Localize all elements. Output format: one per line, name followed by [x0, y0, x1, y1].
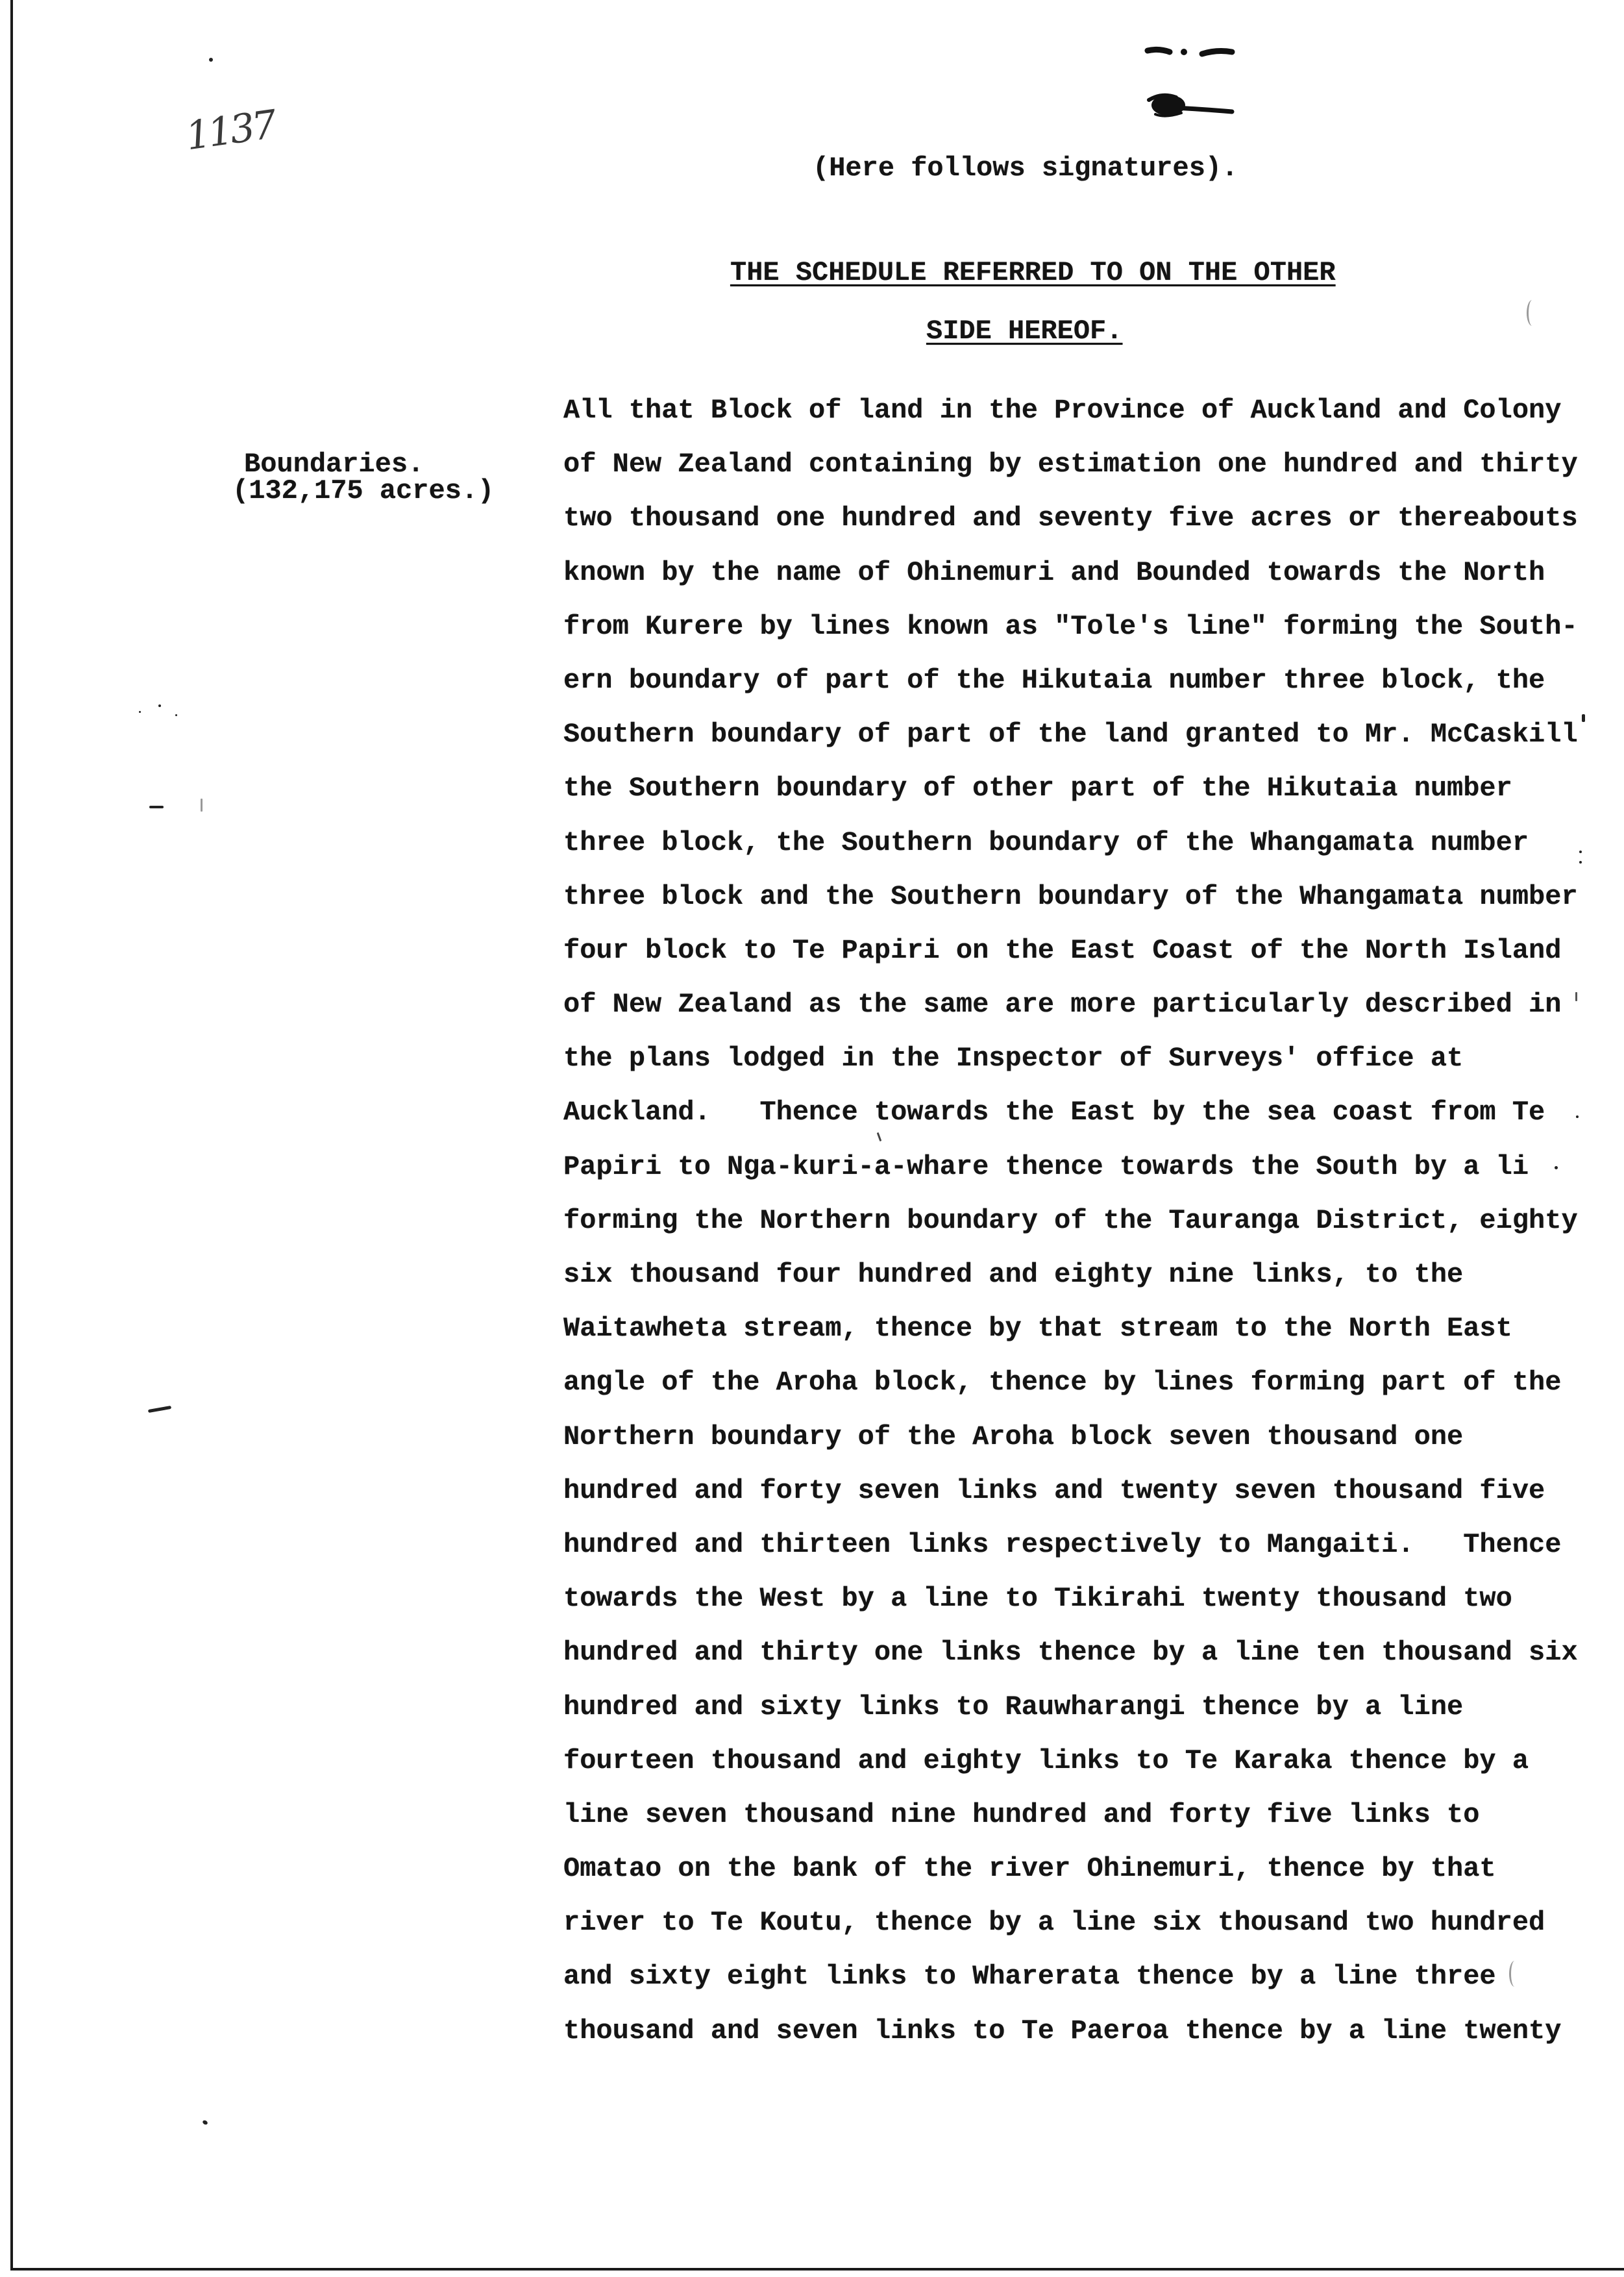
body-line: three block and the Southern boundary of the Whangamata number — [563, 880, 1578, 912]
scan-speck — [1579, 861, 1582, 864]
body-line: towards the West by a line to Tikirahi twenty thousand two — [563, 1583, 1512, 1615]
scan-speck — [1582, 714, 1585, 722]
body-line: fourteen thousand and eighty links to Te Karaka thence by a — [563, 1745, 1529, 1776]
body-line: Waitawheta stream, thence by that stream to the North East — [563, 1313, 1512, 1345]
scan-speck — [1579, 851, 1582, 853]
margin-note-area: (132,175 acres.) — [232, 475, 495, 506]
body-line: Northern boundary of the Aroha block seven thousand one — [563, 1421, 1464, 1452]
body-line: Auckland. Thence towards the East by the sea coast from Te — [563, 1097, 1545, 1128]
scan-speck — [201, 799, 203, 812]
body-line: and sixty eight links to Wharerata thence by a line three — [563, 1961, 1496, 1993]
scan-speck — [1527, 300, 1538, 326]
schedule-heading-line-2: SIDE HEREOF. — [926, 316, 1123, 347]
handwritten-page-number: 1137 — [183, 101, 278, 160]
scan-speck — [1509, 1961, 1520, 1987]
body-line: hundred and thirty one links thence by a line ten thousand six — [563, 1637, 1578, 1669]
signature-scribble — [1129, 32, 1259, 130]
scan-speck — [149, 806, 164, 808]
body-line: the Southern boundary of other part of the Hikutaia number — [563, 773, 1512, 804]
body-line: hundred and thirteen links respectively to Mangaiti. Thence — [563, 1528, 1562, 1560]
body-line: Southern boundary of part of the land granted to Mr. McCaskill — [563, 719, 1578, 751]
schedule-body-text — [563, 384, 1602, 2058]
body-line: the plans lodged in the Inspector of Surveys' office at — [563, 1043, 1464, 1075]
body-line: Omatao on the bank of the river Ohinemuri, thence by that — [563, 1853, 1496, 1885]
body-line: three block, the Southern boundary of the Whangamata number — [563, 827, 1529, 858]
scan-speck — [209, 58, 213, 62]
body-line: thousand and seven links to Te Paeroa thence by a line twenty — [563, 2015, 1562, 2047]
body-line: of New Zealand containing by estimation one hundred and thirty — [563, 449, 1578, 480]
body-line: two thousand one hundred and seventy five acres or thereabouts — [563, 503, 1578, 534]
body-line: Papiri to Nga-kuri-a-whare thence towards the South by a li — [563, 1151, 1529, 1182]
scan-speck — [1575, 992, 1577, 1001]
body-line: ern boundary of part of the Hikutaia number three block, the — [563, 664, 1545, 696]
scan-speck — [1576, 1115, 1579, 1118]
body-line: angle of the Aroha block, thence by lines forming part of the — [563, 1367, 1562, 1399]
scan-speck — [148, 1406, 171, 1413]
scan-speck — [202, 2119, 208, 2125]
body-line: line seven thousand nine hundred and forty five links to — [563, 1798, 1480, 1830]
signature-note: (Here follows signatures). — [813, 153, 1238, 184]
body-line: from Kurere by lines known as "Tole's line" forming the South- — [563, 610, 1578, 642]
body-line: of New Zealand as the same are more particularly described in — [563, 989, 1562, 1021]
schedule-heading-line-1: THE SCHEDULE REFERRED TO ON THE OTHER — [730, 257, 1336, 288]
body-line: hundred and forty seven links and twenty seven thousand five — [563, 1474, 1545, 1506]
scan-bottom-edge — [10, 2268, 1624, 2271]
scan-speck — [139, 711, 141, 713]
scan-speck — [1555, 1166, 1558, 1169]
scan-speck — [158, 704, 161, 707]
body-line: four block to Te Papiri on the East Coast of the North Island — [563, 934, 1562, 966]
body-line: forming the Northern boundary of the Tauranga District, eighty — [563, 1204, 1578, 1236]
body-line: hundred and sixty links to Rauwharangi thence by a line — [563, 1691, 1464, 1723]
scan-speck — [175, 714, 177, 716]
scan-left-edge — [10, 0, 13, 2271]
body-line: known by the name of Ohinemuri and Bounded towards the North — [563, 556, 1545, 588]
margin-note-title: Boundaries. — [244, 449, 424, 480]
body-line: All that Block of land in the Province of Auckland and Colony — [563, 395, 1562, 426]
body-line: six thousand four hundred and eighty nine links, to the — [563, 1259, 1464, 1290]
body-line: river to Te Koutu, thence by a line six thousand two hundred — [563, 1907, 1545, 1939]
